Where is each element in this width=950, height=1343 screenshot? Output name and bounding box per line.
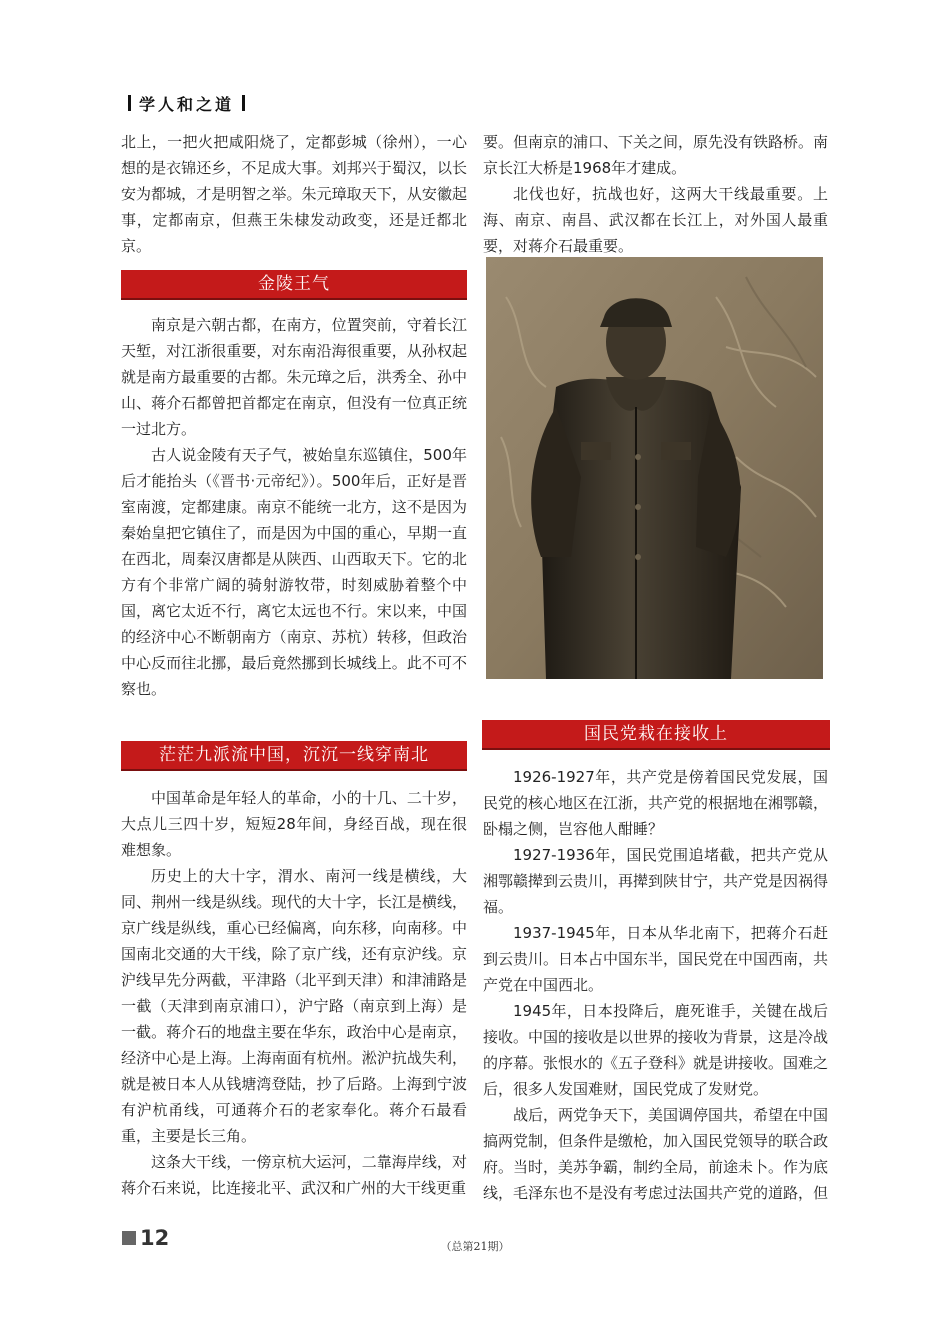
paragraph: 北上，一把火把咸阳烧了，定都彭城（徐州），一心想的是衣锦还乡，不足成大事。刘邦兴于蜀汉，以长安为都城，才是明智之举。朱元璋取天下，从安徽起事，定都南京，但燕王朱棣发动政变，还是迁都北京。 [121,133,467,255]
paragraph: 南京是六朝古都，在南方，位置突前，守着长江天堑，对江浙很重要，对东南沿海很重要，从孙权起就是南方最重要的古都。朱元璋之后，洪秀全、孙中山、蒋介石都曾把首都定在南京，但没有一位真正统一过北方。 [121,316,467,438]
paragraph: 北伐也好，抗战也好，这两大干线最重要。上海、南京、南昌、武汉都在长江上，对外国人最重要，对蒋介石最重要。 [483,185,828,255]
statue-illustration [486,257,823,679]
paragraph: 古人说金陵有天子气，被始皇东巡镇住，500年后才能抬头（《晋书·元帝纪》）。500年后，正好是晋室南渡，定都建康。南京不能统一北方，这不是因为秦始皇把它镇住了，而是因为中国的重心，早期一直在西北，周秦汉唐都是从陕西、山西取天下。它的北方有个非常广阔的骑射游牧带，时刻威胁着整个中国，离它太近不行，离它太远也不行。宋以来，中国的经济中心不断朝南方（南京、苏杭）转移，但政治中心反而往北挪，最后竟然挪到长城线上。此不可不察也。 [121,446,467,698]
issue-number: （总第21期） [440,1240,510,1253]
paragraph: 战后，两党争天下，美国调停国共，希望在中国搞两党制，但条件是缴枪，加入国民党领导的联合政府。当时，美苏争霸，制约全局，前途未卜。作为底线，毛泽东也不是没有考虑过法国共产党的道路，但 [483,1106,829,1202]
section2-body [121,785,467,1201]
paragraph: 1937-1945年，日本从华北南下，把蒋介石赶到云贵川。日本占中国东半，国民党在中国西南，共产党在中国西北。 [483,924,829,994]
header-bar-right [242,95,245,111]
statue-photo [486,257,823,679]
paragraph: 1945年，日本投降后，鹿死谁手，关键在战后接收。中国的接收是以世界的接收为背景，这是冷战的序幕。张恨水的《五子登科》就是讲接收。国难之后，很多人发国难财，国民党成了发财党。 [483,1002,829,1098]
running-header [120,92,253,114]
paragraph: 这条大干线，一傍京杭大运河，二靠海岸线，对蒋介石来说，比连接北平、武汉和广州的大干线更重 [121,1153,467,1197]
paragraph: 1926-1927年，共产党是傍着国民党发展，国民党的核心地区在江浙，共产党的根据地在湘鄂赣，卧榻之侧，岂容他人酣睡？ [483,768,829,838]
header-title: 学人和之道 [139,94,235,114]
left-intro [121,129,467,259]
section3-body [483,764,828,1206]
paragraph: 历史上的大十字，渭水、南河一线是横线，大同、荆州一线是纵线。现代的大十字，长江是横线，京广线是纵线，重心已经偏离，向东移，向南移。中国南北交通的大干线，除了京广线，还有京沪线。京沪线早先分两截，平津路（北平到天津）和津浦路是一截（天津到南京浦口），沪宁路（南京到上海）是一截。蒋介石的地盘主要在华东，政治中心是南京，经济中心是上海。上海南面有杭州。淞沪抗战失利，就是被日本人从钱塘湾登陆，抄了后路。上海到宁波有沪杭甬线，可通蒋介石的老家奉化。蒋介石最看重，主要是长三角。 [121,867,467,1145]
paragraph: 中国革命是年轻人的革命，小的十几、二十岁，大点儿三四十岁，短短28年间，身经百战，现在很难想象。 [121,789,467,859]
section-heading-nine-rivers: 茫茫九派流中国，沉沉一线穿南北 [121,741,467,769]
section-heading-jinling: 金陵王气 [121,270,467,298]
paragraph: 1927-1936年，国民党围追堵截，把共产党从湘鄂赣撵到云贵川，再撵到陕甘宁，共产党是因祸得福。 [483,846,829,916]
page-number-text: 12 [140,1226,170,1250]
section-heading-kmt: 国民党栽在接收上 [482,720,830,748]
right-intro [483,129,828,259]
paragraph: 要。但南京的浦口、下关之间，原先没有铁路桥。南京长江大桥是1968年才建成。 [483,133,829,177]
section1-body [121,312,467,702]
header-bar-left [128,95,131,111]
